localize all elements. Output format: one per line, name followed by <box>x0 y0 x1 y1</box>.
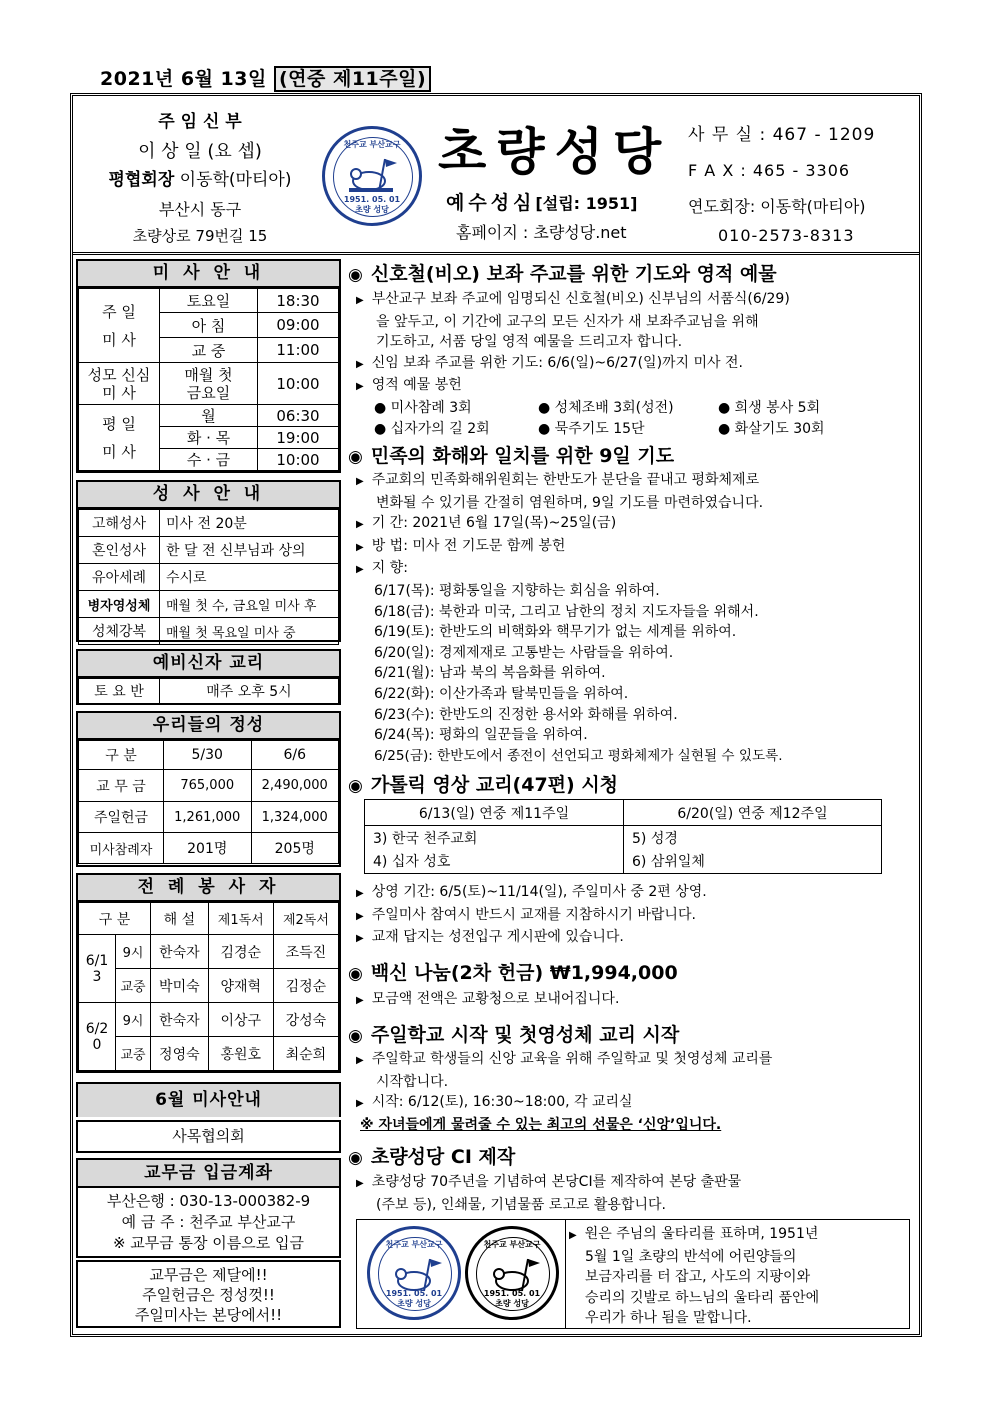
ci-line: 승리의 깃발로 하느님의 울타리 품안에 <box>585 1289 820 1306</box>
paragraph: 지 향: <box>371 560 408 577</box>
intention-line: 6/17(목): 평화통일을 지향하는 회심을 위하여. <box>374 582 660 599</box>
server-name: 한숙자 <box>151 1003 209 1037</box>
triangle-bullet-icon: ▶ <box>356 910 364 922</box>
section-title-text: 주일학교 시작 및 첫영성체 교리 시작 <box>370 1024 680 1046</box>
servers-col: 제1독서 <box>208 903 273 935</box>
paragraph: 모금액 전액은 교황청으로 보내어집니다. <box>371 991 620 1007</box>
lesson-cell: 3) 한국 천주교회 <box>365 826 624 850</box>
target-bullet-icon: ◉ <box>348 964 363 984</box>
lesson-cell: 6) 삼위일체 <box>624 850 882 874</box>
seal-name: 초량 성당 <box>397 1299 431 1308</box>
office-contact <box>688 118 875 246</box>
servers-col: 제2독서 <box>273 903 338 935</box>
servers-date: 6/20 <box>79 1003 116 1071</box>
seal-top-text: 천주교 부산교구 <box>483 1240 541 1249</box>
intention-line: 6/18(금): 북한과 미국, 그리고 남한의 정치 지도자들을 위해서. <box>374 603 759 620</box>
header-left-info <box>82 108 318 248</box>
lamb-icon <box>490 1257 542 1293</box>
mass-day: 수 · 금 <box>160 449 258 471</box>
offering-table <box>78 740 339 864</box>
motto-line <box>446 188 637 215</box>
section4-title <box>348 958 678 985</box>
offering-item: 희생 봉사 5회 <box>734 399 821 416</box>
ci-divider <box>565 1220 566 1328</box>
council-name: 이동학(마티아) <box>179 170 292 190</box>
paragraph: 상영 기간: 6/5(토)~11/14(일), 주일미사 중 2편 상영. <box>371 884 707 900</box>
servers-col: 해 설 <box>151 903 209 935</box>
intention-line: 6/20(일): 경제제재로 고통받는 사람들을 위하여. <box>374 644 674 661</box>
servers-table <box>78 902 339 1071</box>
paragraph: 영적 예물 봉헌 <box>371 377 462 394</box>
server-name: 홍원호 <box>208 1037 273 1071</box>
mary-mass-label: 성모 신심 <box>87 365 151 384</box>
offering-item: 화살기도 30회 <box>734 420 825 437</box>
triangle-bullet-icon: ▶ <box>356 1098 364 1110</box>
church-seal-logo <box>322 126 422 226</box>
paragraph: 부산교구 보좌 주교에 임명되신 신호철(비오) 신부님의 서품식(6/29) <box>371 291 790 307</box>
offering-box <box>76 711 341 867</box>
triangle-bullet-icon: ▶ <box>356 476 364 487</box>
lesson-cell: 4) 십자 성호 <box>365 850 624 874</box>
council-label: 평협회장 <box>108 170 175 190</box>
section5-body <box>356 1049 916 1135</box>
ci-logo-mono <box>465 1226 559 1320</box>
section6-body <box>356 1172 916 1215</box>
ci-line: 보금자리를 터 잡고, 사도의 지팡이와 <box>585 1269 811 1286</box>
catechumen-box <box>76 649 341 705</box>
mass-time: 09:00 <box>258 313 339 338</box>
yeondo-phone: 010-2573-8313 <box>718 226 855 245</box>
sacrament-desc: 수시로 <box>160 564 339 591</box>
paragraph: 초량성당 70주년을 기념하여 본당CI를 제작하여 본당 출판물 <box>371 1174 742 1190</box>
catechumen-time: 매주 오후 5시 <box>160 679 339 704</box>
servers-date: 6/13 <box>79 935 116 1003</box>
server-name: 이상구 <box>208 1003 273 1037</box>
target-bullet-icon: ◉ <box>348 447 363 467</box>
mass-day: 월 <box>160 405 258 427</box>
catechumen-heading: 예비신자 교리 <box>78 651 339 678</box>
liturgy-servers-box <box>76 873 341 1073</box>
homepage[interactable]: 홈페이지 : 초량성당.net <box>456 223 627 242</box>
server-name: 양재혁 <box>208 969 273 1003</box>
highlight-note: ※ 자녀들에게 물려줄 수 있는 최고의 선물은 ‘신앙’입니다. <box>360 1116 722 1133</box>
lamb-icon <box>392 1257 444 1293</box>
account-note: ※ 교무금 통장 이름으로 입금 <box>112 1234 305 1252</box>
ci-box <box>356 1219 910 1329</box>
triangle-bullet-icon: ▶ <box>356 1055 364 1066</box>
founded-year: [설립: 1951] <box>535 194 638 213</box>
server-name: 조득진 <box>273 935 338 969</box>
offering-value: 1,324,000 <box>251 802 339 833</box>
mass-day: 토요일 <box>160 289 258 313</box>
servers-time: 교중 <box>116 969 151 1003</box>
mary-mass-day: 매월 첫 <box>184 365 233 384</box>
section-title-text: 초량성당 CI 제작 <box>370 1146 516 1168</box>
pastor-title: 주 임 신 부 <box>158 112 242 132</box>
catechumen-class: 토 요 반 <box>79 679 160 704</box>
triangle-bullet-icon: ▶ <box>356 933 364 945</box>
offering-row-name: 교 무 금 <box>79 770 164 802</box>
intention-line: 6/21(월): 남과 북의 복음화를 위하여. <box>374 665 606 682</box>
triangle-bullet-icon: ▶ <box>356 564 364 576</box>
offering-item: 묵주기도 15단 <box>554 420 645 437</box>
paragraph: 주일학교 학생들의 신앙 교육을 위해 주일학교 및 첫영성체 교리를 <box>371 1051 773 1067</box>
yeondo-president: 연도회장: 이동학(마티아) <box>688 197 866 216</box>
seal-top-text: 천주교 부산교구 <box>385 1240 443 1249</box>
section2-body <box>356 470 916 766</box>
servers-col: 구 분 <box>79 903 151 935</box>
mass-day: 교 중 <box>160 338 258 363</box>
seal-date: 1951. 05. 01 <box>385 1289 443 1298</box>
account-box <box>76 1158 341 1258</box>
paragraph: 신임 보좌 주교를 위한 기도: 6/6(일)~6/27(일)까지 미사 전. <box>371 354 744 371</box>
slogan-line: 주일미사는 본당에서!! <box>134 1306 283 1324</box>
video-catechism-table <box>364 799 882 874</box>
server-name: 박미숙 <box>151 969 209 1003</box>
account-heading: 교무금 입금계좌 <box>78 1160 339 1188</box>
slogan-line: 주일헌금은 정성껏!! <box>142 1286 275 1304</box>
weekday-label2: 미 사 <box>102 442 136 461</box>
section1-title <box>348 259 777 286</box>
motto: 예수성심 <box>446 192 536 214</box>
slogan-line: 교무금은 제달에!! <box>149 1266 268 1284</box>
june-mass-text: 사목협의회 <box>76 1120 341 1153</box>
servers-time: 교중 <box>116 1037 151 1071</box>
paragraph: 기 간: 2021년 6월 17일(목)~25일(금) <box>371 515 617 532</box>
sunday-label2: 미 사 <box>102 330 136 349</box>
offering-item: 성체조배 3회(성전) <box>554 399 674 416</box>
address-line2: 초량상로 79번길 15 <box>132 227 268 245</box>
section-title-text: 백신 나눔(2차 헌금) ₩1,994,000 <box>370 962 678 984</box>
target-bullet-icon: ◉ <box>348 1148 363 1168</box>
mass-day: 화 · 목 <box>160 427 258 449</box>
triangle-bullet-icon: ▶ <box>356 381 364 393</box>
seal-name: 초량 성당 <box>355 205 389 214</box>
mass-time: 11:00 <box>258 338 339 363</box>
mass-heading: 미 사 안 내 <box>78 261 339 288</box>
section1-body: ▶ 부산교구 보좌 주교에 임명되신 신호철(비오) 신부님의 서품식(6/29) 을 앞두고, 이 기간에 교구의 모든 신자가 새 보좌주교님을 위해 기도하고, 서품 당일 영적 예물을 드리고자 합니다. ▶ 신임 보좌 주교를 위한 기도: 6/6(일)~6/27(일)까지 미사 전. ▶ 영적 예물 봉헌 ● 미사참례 3회 ● 성체조배 3회(성전) ● 희생 봉사 5회 ● 십자가의 길 2회 ● 묵주기도 15단 ● 화살기도 30회 <box>356 289 916 439</box>
paragraph: 시작: 6/12(토), 16:30~18:00, 각 교리실 <box>371 1094 633 1111</box>
june-mass-heading: 6월 미사안내 <box>78 1084 339 1117</box>
servers-time: 9시 <box>116 1003 151 1037</box>
mass-time: 06:30 <box>258 405 339 427</box>
date-text: 2021년 6월 13일 <box>100 68 267 90</box>
server-name: 한숙자 <box>151 935 209 969</box>
paragraph: 방 법: 미사 전 기도문 함께 봉헌 <box>371 537 566 554</box>
ci-description <box>569 1224 905 1329</box>
seal-top-text: 천주교 부산교구 <box>343 140 401 149</box>
paragraph: 기도하고, 서품 당일 영적 예물을 드리고자 합니다. <box>376 334 683 351</box>
offering-value: 1,261,000 <box>164 802 252 833</box>
paragraph: 주교회의 민족화해위원회는 한반도가 분단을 끝내고 평화체제로 <box>371 472 760 488</box>
offering-value: 765,000 <box>164 770 252 802</box>
mass-table <box>78 288 339 471</box>
fax-number: F A X : 465 - 3306 <box>688 161 851 180</box>
mass-time: 18:30 <box>258 289 339 313</box>
week-col: 6/13(일) 연중 제11주일 <box>365 800 624 826</box>
sacrament-name: 유아세례 <box>79 564 160 591</box>
week-col: 6/20(일) 연중 제12주일 <box>624 800 882 826</box>
triangle-bullet-icon: ▶ <box>356 541 364 553</box>
section5-title <box>348 1020 679 1047</box>
sacrament-name: 혼인성사 <box>79 537 160 564</box>
mary-mass-day2: 금요일 <box>186 383 231 402</box>
mass-day: 아 침 <box>160 313 258 338</box>
mary-mass-label2: 미 사 <box>102 383 136 402</box>
section6-title <box>348 1142 515 1169</box>
triangle-bullet-icon: ▶ <box>356 519 364 531</box>
ci-logo-color <box>367 1226 461 1320</box>
offering-value: 2,490,000 <box>251 770 339 802</box>
section4-body <box>356 989 916 1012</box>
mass-time: 19:00 <box>258 427 339 449</box>
bulletin-date <box>100 64 431 91</box>
address-line1: 부산시 동구 <box>158 200 242 219</box>
offering-row-name: 주일헌금 <box>79 802 164 833</box>
triangle-bullet-icon: ▶ <box>356 358 364 370</box>
triangle-bullet-icon: ▶ <box>356 995 364 1006</box>
server-name: 정영숙 <box>151 1037 209 1071</box>
intention-line: 6/19(토): 한반도의 비핵화와 핵무기가 없는 세계를 위하여. <box>374 624 737 641</box>
account-number: 부산은행 : 030-13-000382-9 <box>106 1192 311 1210</box>
sacrament-name: 병자영성체 <box>79 591 160 618</box>
server-name: 강성숙 <box>273 1003 338 1037</box>
intention-line: 6/24(목): 평화의 일꾼들을 위하여. <box>374 727 588 744</box>
lesson-cell: 5) 성경 <box>624 826 882 850</box>
sacrament-desc: 한 달 전 신부님과 상의 <box>160 537 339 564</box>
offering-heading: 우리들의 정성 <box>78 713 339 740</box>
server-name: 김경순 <box>208 935 273 969</box>
section3-title <box>348 770 618 797</box>
triangle-bullet-icon: ▶ <box>356 295 364 306</box>
offering-col: 5/30 <box>164 741 252 770</box>
paragraph: 시작합니다. <box>376 1073 449 1090</box>
servers-heading: 전 례 봉 사 자 <box>78 875 339 902</box>
header-divider <box>72 252 920 258</box>
pastor-name: 이 상 일 (요 셉) <box>138 141 262 162</box>
section-title-text: 신호철(비오) 보좌 주교를 위한 기도와 영적 예물 <box>370 263 777 285</box>
server-name: 김정순 <box>273 969 338 1003</box>
target-bullet-icon: ◉ <box>348 776 363 796</box>
intention-line: 6/23(수): 한반도의 진정한 용서와 화해를 위하여. <box>374 706 678 723</box>
mass-schedule-box <box>76 259 341 473</box>
intention-line: 6/22(화): 이산가족과 탈북민들을 위하여. <box>374 685 629 702</box>
weekday-label: 평 일 <box>102 414 136 433</box>
sacrament-desc: 매월 첫 수, 금요일 미사 후 <box>160 591 339 618</box>
offering-item: 십자가의 길 2회 <box>390 420 490 437</box>
ci-line: 원은 주님의 울타리를 표하며, 1951년 <box>584 1226 819 1242</box>
section-title-text: 가톨릭 영상 교리(47편) 시청 <box>370 774 619 796</box>
sunday-label: 주 일 <box>102 302 136 321</box>
sacraments-table <box>78 509 339 645</box>
triangle-bullet-icon: ▶ <box>569 1230 577 1241</box>
paragraph: 변화될 수 있기를 간절히 염원하며, 9일 기도를 마련하였습니다. <box>376 494 764 511</box>
sacrament-desc: 매월 첫 목요일 미사 중 <box>160 618 339 645</box>
sacraments-box <box>76 480 341 642</box>
ci-line: 5월 1일 초량의 반석에 어린양들의 <box>585 1248 797 1265</box>
offering-item: 미사참례 3회 <box>390 399 472 416</box>
paragraph: 주일미사 참여시 반드시 교재를 지참하시기 바랍니다. <box>371 906 696 923</box>
servers-time: 9시 <box>116 935 151 969</box>
intention-line: 6/25(금): 한반도에서 종전이 선언되고 평화체제가 실현될 수 있도록. <box>374 747 783 764</box>
account-holder: 예 금 주 : 천주교 부산교구 <box>121 1213 296 1231</box>
sacrament-desc: 미사 전 20분 <box>160 510 339 537</box>
sacrament-name: 성체강복 <box>79 618 160 645</box>
june-mass-heading-box <box>76 1082 341 1117</box>
seal-name: 초량 성당 <box>495 1299 529 1308</box>
offering-value: 201명 <box>164 833 252 864</box>
paragraph: 을 앞두고, 이 기간에 교구의 모든 신자가 새 보좌주교님을 위해 <box>376 313 759 330</box>
office-phone: 사 무 실 : 467 - 1209 <box>688 125 876 145</box>
paragraph: (주보 등), 인쇄물, 기념물품 로고로 활용합니다. <box>376 1196 666 1213</box>
sacrament-name: 고해성사 <box>79 510 160 537</box>
server-name: 최순희 <box>273 1037 338 1071</box>
lamb-icon <box>347 157 399 193</box>
mary-mass-time: 10:00 <box>258 363 339 405</box>
offering-row-name: 미사참례자 <box>79 833 164 864</box>
seal-date: 1951. 05. 01 <box>343 195 401 204</box>
section2-title <box>348 441 674 468</box>
paragraph: 교재 답지는 성전입구 게시판에 있습니다. <box>371 929 624 946</box>
liturgical-week: (연중 제11주일) <box>274 66 431 92</box>
church-name-title: 초량성당 <box>438 123 672 181</box>
mass-time: 10:00 <box>258 449 339 471</box>
seal-date: 1951. 05. 01 <box>483 1289 541 1298</box>
sacraments-heading: 성 사 안 내 <box>78 482 339 509</box>
offering-value: 205명 <box>251 833 339 864</box>
offering-col: 6/6 <box>251 741 339 770</box>
ci-line: 우리가 하나 됨을 말합니다. <box>585 1310 752 1327</box>
target-bullet-icon: ◉ <box>348 265 363 285</box>
section3-body <box>356 882 916 950</box>
target-bullet-icon: ◉ <box>348 1026 363 1046</box>
offering-col: 구 분 <box>79 741 164 770</box>
triangle-bullet-icon: ▶ <box>356 1178 364 1189</box>
slogan-box <box>76 1260 341 1328</box>
triangle-bullet-icon: ▶ <box>356 888 364 899</box>
section-title-text: 민족의 화해와 일치를 위한 9일 기도 <box>370 445 675 467</box>
